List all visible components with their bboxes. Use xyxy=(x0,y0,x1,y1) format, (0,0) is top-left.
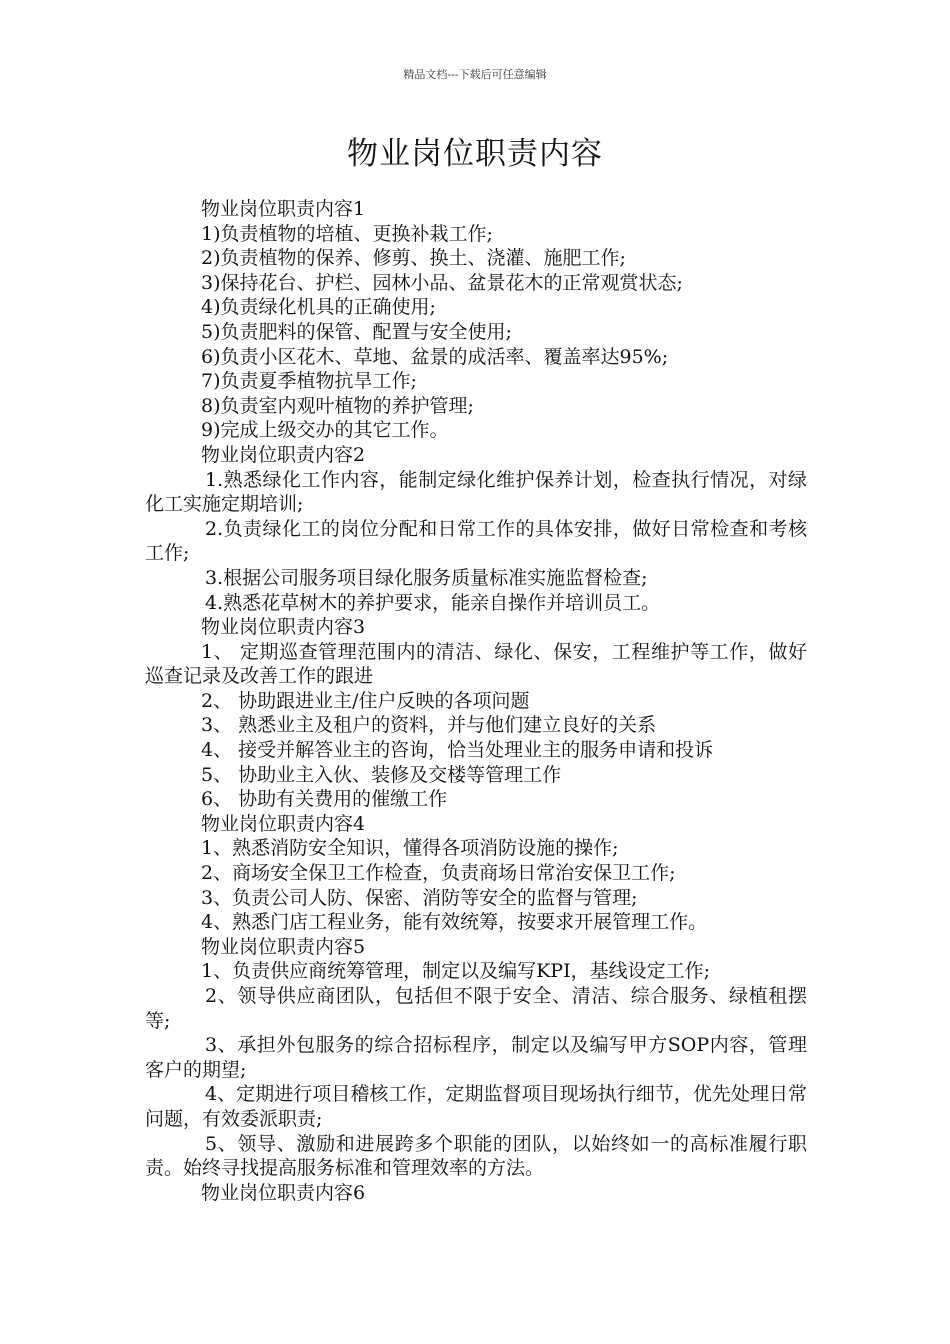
list-item: 2)负责植物的保养、修剪、换土、浇灌、施肥工作; xyxy=(201,247,626,270)
list-item: 6)负责小区花木、草地、盆景的成活率、覆盖率达95%; xyxy=(201,345,669,368)
list-item: 9)完成上级交办的其它工作。 xyxy=(201,419,449,442)
list-item: 5、领导、激励和进展跨多个职能的团队，以始终如一的高标准履行职责。始终寻找提高服务标准和管理效率的方法。 xyxy=(145,1132,807,1180)
list-item: 1.熟悉绿化工作内容，能制定绿化维护保养计划，检查执行情况，对绿化工实施定期培训; xyxy=(145,468,807,516)
list-item: 3、负责公司人防、保密、消防等安全的监督与管理; xyxy=(201,886,638,909)
section-heading: 物业岗位职责内容2 xyxy=(201,443,366,466)
list-item: 3)保持花台、护栏、园林小品、盆景花木的正常观赏状态; xyxy=(201,271,683,294)
list-item: 2.负责绿化工的岗位分配和日常工作的具体安排，做好日常检查和考核工作; xyxy=(145,517,807,565)
list-item: 1)负责植物的培植、更换补栽工作; xyxy=(201,222,493,245)
document-body xyxy=(145,197,807,1205)
list-item: 5)负责肥料的保管、配置与安全使用; xyxy=(201,320,512,343)
list-item: 2、 协助跟进业主/住户反映的各项问题 xyxy=(201,689,530,712)
list-item: 4、定期进行项目稽核工作，定期监督项目现场执行细节，优先处理日常问题，有效委派职责; xyxy=(145,1083,807,1130)
list-item: 4)负责绿化机具的正确使用; xyxy=(201,296,436,319)
list-item: 5、 协助业主入伙、装修及交楼等管理工作 xyxy=(201,763,562,786)
list-item: 2、商场安全保卫工作检查，负责商场日常治安保卫工作; xyxy=(201,862,676,885)
list-item: 6、 协助有关费用的催缴工作 xyxy=(201,788,448,811)
list-item: 1、负责供应商统筹管理，制定以及编写KPI，基线设定工作; xyxy=(201,960,710,983)
page-header: 精品文档---下载后可任意编辑 xyxy=(403,68,547,81)
section-heading: 物业岗位职责内容3 xyxy=(201,616,366,639)
document-title: 物业岗位职责内容 xyxy=(347,136,603,172)
list-item: 3、承担外包服务的综合招标程序，制定以及编写甲方SOP内容，管理客户的期望; xyxy=(145,1034,807,1081)
list-item: 3.根据公司服务项目绿化服务质量标准实施监督检查; xyxy=(205,566,648,589)
list-item: 2、领导供应商团队，包括但不限于安全、清洁、综合服务、绿植租摆等; xyxy=(145,985,807,1032)
list-item: 3、 熟悉业主及租户的资料，并与他们建立良好的关系 xyxy=(201,714,657,737)
section-heading: 物业岗位职责内容5 xyxy=(201,935,366,958)
list-item: 4、熟悉门店工程业务，能有效统筹，按要求开展管理工作。 xyxy=(201,911,708,934)
list-item: 7)负责夏季植物抗旱工作; xyxy=(201,370,417,393)
list-item: 1、 定期巡查管理范围内的清洁、绿化、保安，工程维护等工作，做好巡查记录及改善工作的跟进 xyxy=(145,640,807,688)
section-heading: 物业岗位职责内容6 xyxy=(201,1181,366,1204)
list-item: 4、 接受并解答业主的咨询，恰当处理业主的服务申请和投诉 xyxy=(201,739,714,762)
list-item: 8)负责室内观叶植物的养护管理; xyxy=(201,394,474,417)
section-heading: 物业岗位职责内容1 xyxy=(201,198,366,220)
list-item: 4.熟悉花草树木的养护要求，能亲自操作并培训员工。 xyxy=(205,591,661,614)
list-item: 1、熟悉消防安全知识，懂得各项消防设施的操作; xyxy=(201,837,619,860)
section-heading: 物业岗位职责内容4 xyxy=(201,812,366,835)
